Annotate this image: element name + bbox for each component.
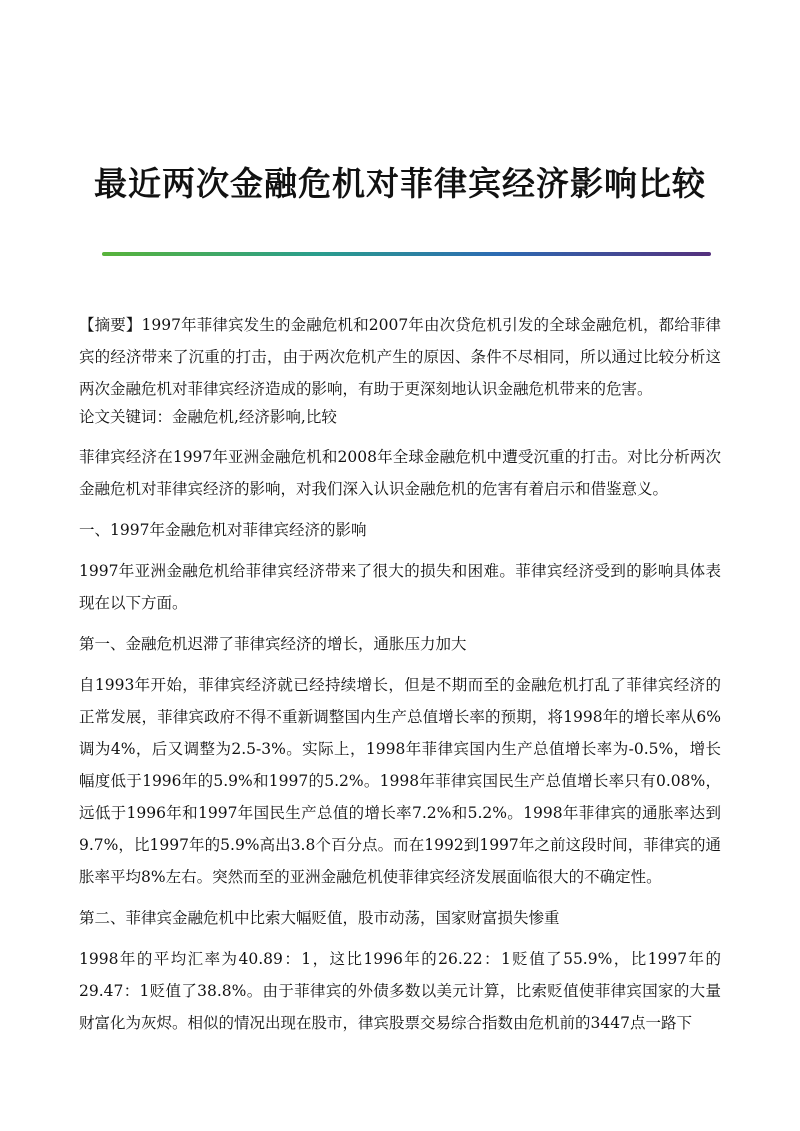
section-1-intro-paragraph: 1997年亚洲金融危机给菲律宾经济带来了很大的损失和困难。菲律宾经济受到的影响具体表现在以下方面。 <box>79 562 721 612</box>
section-1-heading: 一、1997年金融危机对菲律宾经济的影响 <box>79 521 367 539</box>
abstract-paragraph: 【摘要】1997年菲律宾发生的金融危机和2007年由次贷危机引发的全球金融危机，都给菲律宾的经济带来了沉重的打击，由于两次危机产生的原因、条件不尽相同，所以通过比较分析这两次金融危机对菲律宾经济造成的影响，有助于更深刻地认识金融危机带来的危害。 <box>79 316 721 398</box>
document-body <box>79 309 721 1048</box>
intro-paragraph: 菲律宾经济在1997年亚洲金融危机和2008年全球金融危机中遭受沉重的打击。对比分析两次金融危机对菲律宾经济的影响，对我们深入认识金融危机的危害有着启示和借鉴意义。 <box>79 448 721 498</box>
title-underline-rule <box>102 252 711 256</box>
point-2-paragraph: 1998年的平均汇率为40.89：1，这比1996年的26.22：1贬值了55.9%，比1997年的29.47：1贬值了38.8%。由于菲律宾的外债多数以美元计算，比索贬值使菲律宾国家的大量财富化为灰烬。相似的情况出现在股市，律宾股票交易综合指数由危机前的3447点一路下 <box>79 950 721 1032</box>
keywords-line: 论文关键词：金融危机,经济影响,比较 <box>79 408 337 426</box>
point-1-heading: 第一、金融危机迟滞了菲律宾经济的增长，通胀压力加大 <box>79 635 467 653</box>
point-1-paragraph: 自1993年开始，菲律宾经济就已经持续增长，但是不期而至的金融危机打乱了菲律宾经济的正常发展，菲律宾政府不得不重新调整国内生产总值增长率的预期，将1998年的增长率从6%调为4%，后又调整为2.5-3%。实际上，1998年菲律宾国内生产总值增长率为-0.5%，增长幅度低于1996年的5.9%和1997的5.2%。1998年菲律宾国民生产总值增长率只有0.08%，远低于1996年和1997年国民生产总值的增长率7.2%和5.2%。1998年菲律宾的通胀率达到9.7%，比1997年的5.9%高出3.8个百分点。而在1992到1997年之前这段时间，菲律宾的通胀率平均8%左右。突然而至的亚洲金融危机使菲律宾经济发展面临很大的不确定性。 <box>79 676 721 886</box>
document-title: 最近两次金融危机对菲律宾经济影响比较 <box>94 164 706 203</box>
point-2-heading: 第二、菲律宾金融危机中比索大幅贬值，股市动荡，国家财富损失惨重 <box>79 909 560 927</box>
